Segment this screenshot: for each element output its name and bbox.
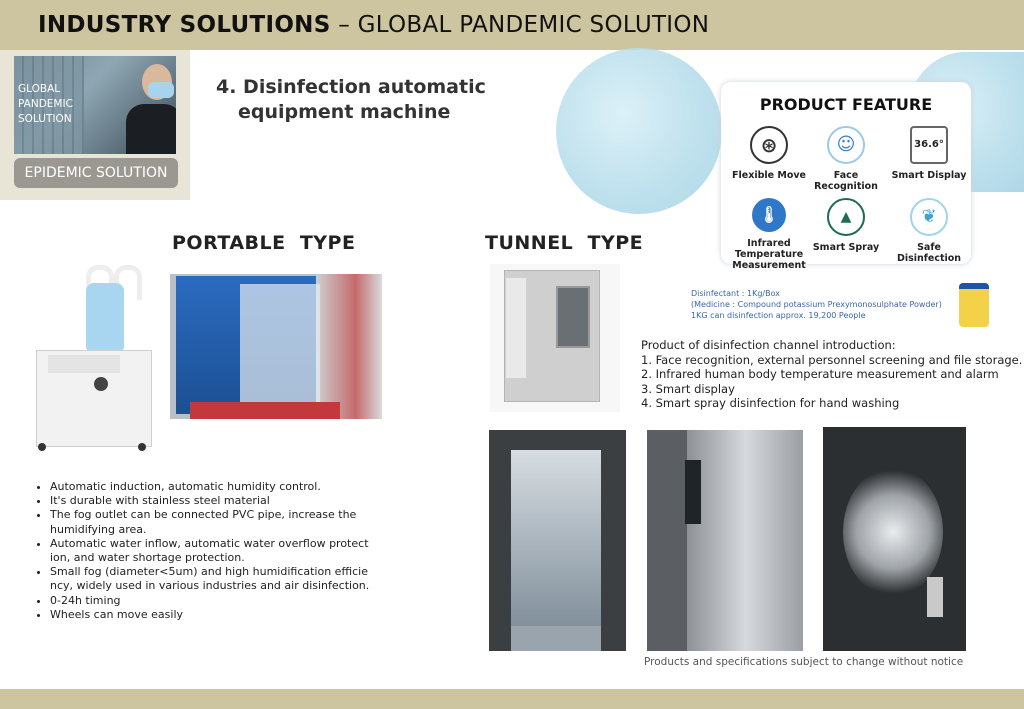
steam-graphic <box>687 430 803 651</box>
display-icon: 36.6° <box>910 126 948 164</box>
header-bar <box>0 0 1024 50</box>
feature-safe-disinfection <box>887 198 971 264</box>
tunnel-frame-graphic <box>927 577 943 617</box>
feature-smart-spray <box>804 198 888 253</box>
tunnel-photo-fog <box>823 427 966 651</box>
tunnel-screen-graphic <box>685 460 701 524</box>
list-item: • Automatic induction, automatic humidity control. <box>50 480 380 494</box>
gauge-graphic <box>94 377 108 391</box>
tunnel-door-graphic <box>511 450 601 640</box>
photo-caption-line: PANDEMIC <box>18 98 73 110</box>
red-carpet-graphic <box>190 402 340 419</box>
list-item: • 0-24h timing <box>50 594 380 608</box>
feature-face-recognition <box>804 126 888 192</box>
portable-tent-photo <box>170 274 382 419</box>
section-heading-line: equipment machine <box>238 101 451 123</box>
spray-icon: ▲ <box>827 198 865 236</box>
tunnel-photo-spray <box>647 430 803 651</box>
list-item: • It's durable with stainless steel material <box>50 494 380 508</box>
photo-caption-line: SOLUTION <box>18 113 72 125</box>
control-panel-graphic <box>48 355 120 373</box>
feature-flexible-move <box>727 126 811 181</box>
footer-bar <box>0 689 1024 709</box>
intro-item: 4. Smart spray disinfection for hand washing <box>641 396 900 410</box>
product-feature-box <box>721 82 971 271</box>
feature-label: Flexible Move <box>732 170 806 181</box>
photo-caption <box>18 82 73 127</box>
kiosk-screen-graphic <box>556 286 590 348</box>
feature-label: Smart Spray <box>812 242 880 253</box>
list-item: • Wheels can move easily <box>50 608 380 622</box>
disinfectant-line: Disinfectant : 1Kg/Box <box>691 289 780 298</box>
face-mask-graphic <box>148 82 174 98</box>
face-recognition-icon: ☺ <box>827 126 865 164</box>
railing-graphic <box>316 274 382 419</box>
list-item: • Automatic water inflow, automatic water overflow protect ion, and water shortage protection. <box>50 537 380 565</box>
section-heading-line: 4. Disinfection automatic <box>216 76 486 98</box>
footnote: Products and specifications subject to change without notice <box>644 656 964 668</box>
wheel-icon: ⊛ <box>750 126 788 164</box>
intro-item: 1. Face recognition, external personnel screening and file storage. <box>641 352 1023 367</box>
intro-item: 3. Smart display <box>641 381 735 396</box>
feature-smart-display <box>887 126 971 181</box>
page-title-rest: – GLOBAL PANDEMIC SOLUTION <box>330 12 710 38</box>
disinfectant-info <box>691 288 961 321</box>
epidemic-solution-label: EPIDEMIC SOLUTION <box>14 158 178 188</box>
feature-label: Smart Display <box>891 170 967 181</box>
virus-graphic <box>556 48 722 214</box>
list-item: • The fog outlet can be connected PVC pipe, increase the humidifying area. <box>50 508 380 536</box>
tunnel-introduction <box>641 338 1022 411</box>
disinfectant-line: 1KG can disinfection approx. 19,200 People <box>691 311 866 320</box>
disinfectant-line: (Medicine : Compound potassium Prexymonosulphate Powder) <box>691 300 942 309</box>
intro-title: Product of disinfection channel introduction: <box>641 338 896 352</box>
leaf-icon: ❦ <box>910 198 948 236</box>
page-title-bold: INDUSTRY SOLUTIONS <box>38 12 331 38</box>
wheel-graphic <box>38 443 46 451</box>
mist-graphic <box>240 284 320 404</box>
feature-label: Infrared Temperature Measurement <box>732 238 806 271</box>
page-title <box>38 12 709 38</box>
portable-type-title: PORTABLE TYPE <box>172 232 356 254</box>
tunnel-type-title: TUNNEL TYPE <box>485 232 644 254</box>
portable-humidifier-image <box>34 265 152 453</box>
product-feature-title: PRODUCT FEATURE <box>759 95 933 114</box>
photo-caption-line: GLOBAL <box>18 83 61 95</box>
feature-label: Safe Disinfection <box>896 242 962 264</box>
list-item: • Small fog (diameter<5um) and high humidification efficie ncy, widely used in various industries and air disinfection. <box>50 565 380 593</box>
feature-infrared-temperature <box>727 198 811 271</box>
tunnel-kiosk-image <box>490 264 620 412</box>
disinfectant-jar-image <box>959 283 989 327</box>
section-heading <box>216 75 486 125</box>
portable-feature-list <box>34 480 380 622</box>
tunnel-floor-graphic <box>511 626 601 651</box>
intro-item: 2. Infrared human body temperature measurement and alarm <box>641 367 999 381</box>
tunnel-photo-entrance <box>489 430 626 651</box>
pandemic-photo <box>14 56 176 154</box>
wheel-graphic <box>138 443 146 451</box>
coat-graphic <box>126 104 176 154</box>
water-bottle-graphic <box>86 283 124 351</box>
thermometer-icon: 🌡 <box>752 198 786 232</box>
feature-label: Face Recognition <box>814 170 878 192</box>
kiosk-panel-graphic <box>506 278 526 378</box>
